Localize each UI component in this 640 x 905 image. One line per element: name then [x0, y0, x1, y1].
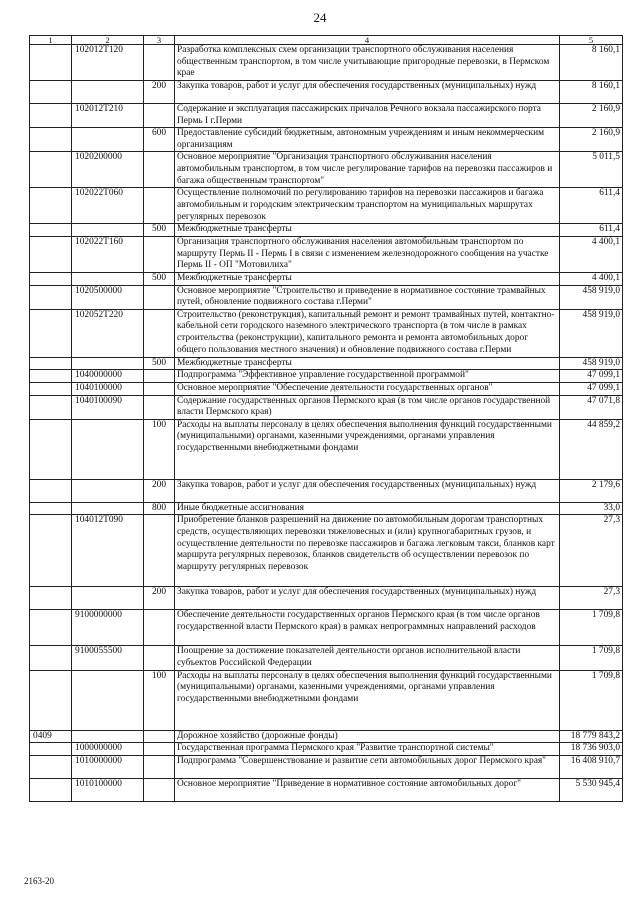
expense-type-cell [144, 152, 175, 188]
section-code-cell [30, 743, 72, 756]
target-article-cell: 1010000000 [72, 755, 144, 778]
amount-cell: 611,4 [560, 224, 623, 237]
expense-type-cell [144, 45, 175, 81]
description-cell: Основное мероприятие "Строительство и приведение в нормативное состояние трамвайных путей, обновление подвижного состава г.Перми" [175, 285, 560, 309]
table-row [30, 755, 623, 778]
amount-cell: 47 071,8 [560, 395, 623, 419]
expense-type-cell [144, 236, 175, 272]
table-row [30, 104, 623, 128]
amount-cell: 1 709,8 [560, 670, 623, 730]
description-cell: Обеспечение деятельности государственных органов Пермского края (в том числе органов государственной власти Пермского края) в рамках непрограммных направлений расходов [175, 610, 560, 646]
amount-cell: 4 400,1 [560, 236, 623, 272]
description-cell: Основное мероприятие "Приведение в нормативное состояние автомобильных дорог" [175, 778, 560, 801]
section-code-cell [30, 419, 72, 479]
target-article-cell: 9100055500 [72, 646, 144, 670]
amount-cell: 458 919,0 [560, 357, 623, 370]
table-row [30, 236, 623, 272]
description-cell: Межбюджетные трансферты [175, 272, 560, 285]
section-code-cell [30, 152, 72, 188]
amount-cell: 458 919,0 [560, 309, 623, 357]
section-code-cell [30, 502, 72, 515]
column-header: 5 [560, 36, 623, 45]
section-code-cell [30, 188, 72, 224]
budget-table [29, 35, 623, 802]
expense-type-cell: 200 [144, 479, 175, 502]
section-code-cell [30, 755, 72, 778]
amount-cell: 458 919,0 [560, 285, 623, 309]
table-row [30, 357, 623, 370]
table-row [30, 395, 623, 419]
table-row [30, 502, 623, 515]
column-header: 2 [72, 36, 144, 45]
amount-cell: 47 099,1 [560, 382, 623, 395]
description-cell: Закупка товаров, работ и услуг для обеспечения государственных (муниципальных) нужд [175, 81, 560, 104]
expense-type-cell: 500 [144, 224, 175, 237]
amount-cell: 2 160,9 [560, 128, 623, 152]
table-row [30, 272, 623, 285]
description-cell: Государственная программа Пермского края "Развитие транспортной системы" [175, 743, 560, 756]
section-code-cell [30, 104, 72, 128]
table-row [30, 778, 623, 801]
amount-cell: 1 709,8 [560, 646, 623, 670]
table-row [30, 81, 623, 104]
table-row [30, 419, 623, 479]
table-row [30, 370, 623, 383]
description-cell: Строительство (реконструкция), капитальный ремонт и ремонт трамвайных путей, контактно-кабельной сети городского наземного электрического транспорта (в том числе в рамках строительства (реконструкции), капитального ремонта и ремонта автомобильных дорог общего пользования местного значения) и обновление подвижного состава г.Перми [175, 309, 560, 357]
target-article-cell: 102052Т220 [72, 309, 144, 357]
expense-type-cell: 100 [144, 670, 175, 730]
description-cell: Дорожное хозяйство (дорожные фонды) [175, 730, 560, 743]
target-article-cell [72, 224, 144, 237]
amount-cell: 16 408 910,7 [560, 755, 623, 778]
expense-type-cell: 200 [144, 81, 175, 104]
description-cell: Предоставление субсидий бюджетным, автономным учреждениям и иным некоммерческим организациям [175, 128, 560, 152]
table-row [30, 45, 623, 81]
amount-cell: 8 160,1 [560, 81, 623, 104]
target-article-cell [72, 419, 144, 479]
target-article-cell: 102012Т210 [72, 104, 144, 128]
amount-cell: 2 160,9 [560, 104, 623, 128]
description-cell: Подпрограмма "Эффективное управление государственной программой" [175, 370, 560, 383]
target-article-cell: 1040100090 [72, 395, 144, 419]
expense-type-cell [144, 515, 175, 587]
table-row [30, 309, 623, 357]
expense-type-cell [144, 285, 175, 309]
expense-type-cell [144, 755, 175, 778]
table-row [30, 479, 623, 502]
expense-type-cell: 100 [144, 419, 175, 479]
table-row [30, 587, 623, 610]
target-article-cell: 1020200000 [72, 152, 144, 188]
table-row [30, 285, 623, 309]
document-code: 2163-20 [24, 876, 54, 886]
amount-cell: 5 011,5 [560, 152, 623, 188]
section-code-cell [30, 272, 72, 285]
expense-type-cell [144, 610, 175, 646]
table-row [30, 646, 623, 670]
amount-cell: 44 859,2 [560, 419, 623, 479]
table-row [30, 382, 623, 395]
description-cell: Иные бюджетные ассигнования [175, 502, 560, 515]
amount-cell: 18 779 843,2 [560, 730, 623, 743]
expense-type-cell [144, 382, 175, 395]
section-code-cell: 0409 [30, 730, 72, 743]
expense-type-cell [144, 395, 175, 419]
target-article-cell: 102022Т060 [72, 188, 144, 224]
column-header: 3 [144, 36, 175, 45]
target-article-cell [72, 670, 144, 730]
section-code-cell [30, 309, 72, 357]
description-cell: Закупка товаров, работ и услуг для обеспечения государственных (муниципальных) нужд [175, 587, 560, 610]
description-cell: Межбюджетные трансферты [175, 224, 560, 237]
expense-type-cell [144, 188, 175, 224]
target-article-cell [72, 587, 144, 610]
section-code-cell [30, 670, 72, 730]
table-row [30, 152, 623, 188]
expense-type-cell [144, 646, 175, 670]
section-code-cell [30, 45, 72, 81]
target-article-cell: 102022Т160 [72, 236, 144, 272]
description-cell: Содержание государственных органов Пермского края (в том числе органов государственной власти Пермского края) [175, 395, 560, 419]
section-code-cell [30, 236, 72, 272]
expense-type-cell [144, 743, 175, 756]
target-article-cell [72, 357, 144, 370]
section-code-cell [30, 587, 72, 610]
target-article-cell [72, 128, 144, 152]
target-article-cell [72, 272, 144, 285]
description-cell: Основное мероприятие "Обеспечение деятельности государственных органов" [175, 382, 560, 395]
amount-cell: 1 709,8 [560, 610, 623, 646]
target-article-cell: 104012Т090 [72, 515, 144, 587]
target-article-cell: 9100000000 [72, 610, 144, 646]
column-header: 4 [175, 36, 560, 45]
expense-type-cell [144, 778, 175, 801]
section-code-cell [30, 224, 72, 237]
section-code-cell [30, 128, 72, 152]
target-article-cell [72, 479, 144, 502]
description-cell: Организация транспортного обслуживания населения автомобильным транспортом по маршруту Пермь II - Пермь I в связи с изменением железнодорожного сообщения на участке Пермь II - ОП "Мотовилиха" [175, 236, 560, 272]
target-article-cell: 1000000000 [72, 743, 144, 756]
description-cell: Закупка товаров, работ и услуг для обеспечения государственных (муниципальных) нужд [175, 479, 560, 502]
amount-cell: 611,4 [560, 188, 623, 224]
target-article-cell [72, 730, 144, 743]
section-code-cell [30, 382, 72, 395]
description-cell: Разработка комплексных схем организации транспортного обслуживания населения общественным транспортом, в том числе учитывающие пригородные перевозки, в Пермском крае [175, 45, 560, 81]
description-cell: Расходы на выплаты персоналу в целях обеспечения выполнения функций государственными (муниципальными) органами, казенными учреждениями, органами управления государственными внебюджетными фондами [175, 670, 560, 730]
description-cell: Межбюджетные трансферты [175, 357, 560, 370]
expense-type-cell [144, 309, 175, 357]
target-article-cell: 1020500000 [72, 285, 144, 309]
expense-type-cell: 500 [144, 272, 175, 285]
section-code-cell [30, 479, 72, 502]
table-row [30, 730, 623, 743]
section-code-cell [30, 285, 72, 309]
table-row [30, 670, 623, 730]
description-cell: Содержание и эксплуатация пассажирских причалов Речного вокзала пассажирского порта Пермь I г.Перми [175, 104, 560, 128]
amount-cell: 47 099,1 [560, 370, 623, 383]
section-code-cell [30, 610, 72, 646]
section-code-cell [30, 778, 72, 801]
amount-cell: 18 736 903,0 [560, 743, 623, 756]
section-code-cell [30, 395, 72, 419]
section-code-cell [30, 81, 72, 104]
target-article-cell [72, 502, 144, 515]
table-row [30, 743, 623, 756]
expense-type-cell [144, 104, 175, 128]
amount-cell: 33,0 [560, 502, 623, 515]
expense-type-cell: 200 [144, 587, 175, 610]
section-code-cell [30, 357, 72, 370]
table-row [30, 224, 623, 237]
description-cell: Основное мероприятие "Организация транспортного обслуживания населения автомобильным транспортом, в том числе регулирование тарифов на перевозки пассажиров и багажа общественным транспортом" [175, 152, 560, 188]
section-code-cell [30, 370, 72, 383]
section-code-cell [30, 646, 72, 670]
expense-type-cell [144, 370, 175, 383]
table-row [30, 128, 623, 152]
amount-cell: 8 160,1 [560, 45, 623, 81]
page-number: 24 [313, 10, 327, 25]
target-article-cell: 1040100000 [72, 382, 144, 395]
table-row [30, 610, 623, 646]
description-cell: Подпрограмма "Совершенствование и развитие сети автомобильных дорог Пермского края" [175, 755, 560, 778]
target-article-cell: 1010100000 [72, 778, 144, 801]
amount-cell: 4 400,1 [560, 272, 623, 285]
amount-cell: 5 530 945,4 [560, 778, 623, 801]
table-row [30, 188, 623, 224]
description-cell: Осуществление полномочий по регулированию тарифов на перевозки пассажиров и багажа автомобильным и городским электрическим транспортом на муниципальных маршрутах регулярных перевозок [175, 188, 560, 224]
column-number-row [30, 36, 623, 45]
target-article-cell: 102012Т120 [72, 45, 144, 81]
expense-type-cell [144, 730, 175, 743]
amount-cell: 2 179,6 [560, 479, 623, 502]
amount-cell: 27,3 [560, 515, 623, 587]
target-article-cell: 1040000000 [72, 370, 144, 383]
description-cell: Приобретение бланков разрешений на движение по автомобильным дорогам транспортных средств, осуществляющих перевозки тяжеловесных и (или) крупногабаритных грузов, и осуществление деятельности по перевозке пассажиров и багажа легковым такси, бланков карт маршрута регулярных перевозок, бланков свидетельств об осуществлении перевозок по маршруту регулярных перевозок [175, 515, 560, 587]
amount-cell: 27,3 [560, 587, 623, 610]
table-row [30, 515, 623, 587]
expense-type-cell: 800 [144, 502, 175, 515]
expense-type-cell: 500 [144, 357, 175, 370]
expense-type-cell: 600 [144, 128, 175, 152]
section-code-cell [30, 515, 72, 587]
table-body [30, 45, 623, 802]
target-article-cell [72, 81, 144, 104]
description-cell: Расходы на выплаты персоналу в целях обеспечения выполнения функций государственными (муниципальными) органами, казенными учреждениями, органами управления государственными внебюджетными фондами [175, 419, 560, 479]
description-cell: Поощрение за достижение показателей деятельности органов исполнительной власти субъектов Российской Федерации [175, 646, 560, 670]
column-header: 1 [30, 36, 72, 45]
